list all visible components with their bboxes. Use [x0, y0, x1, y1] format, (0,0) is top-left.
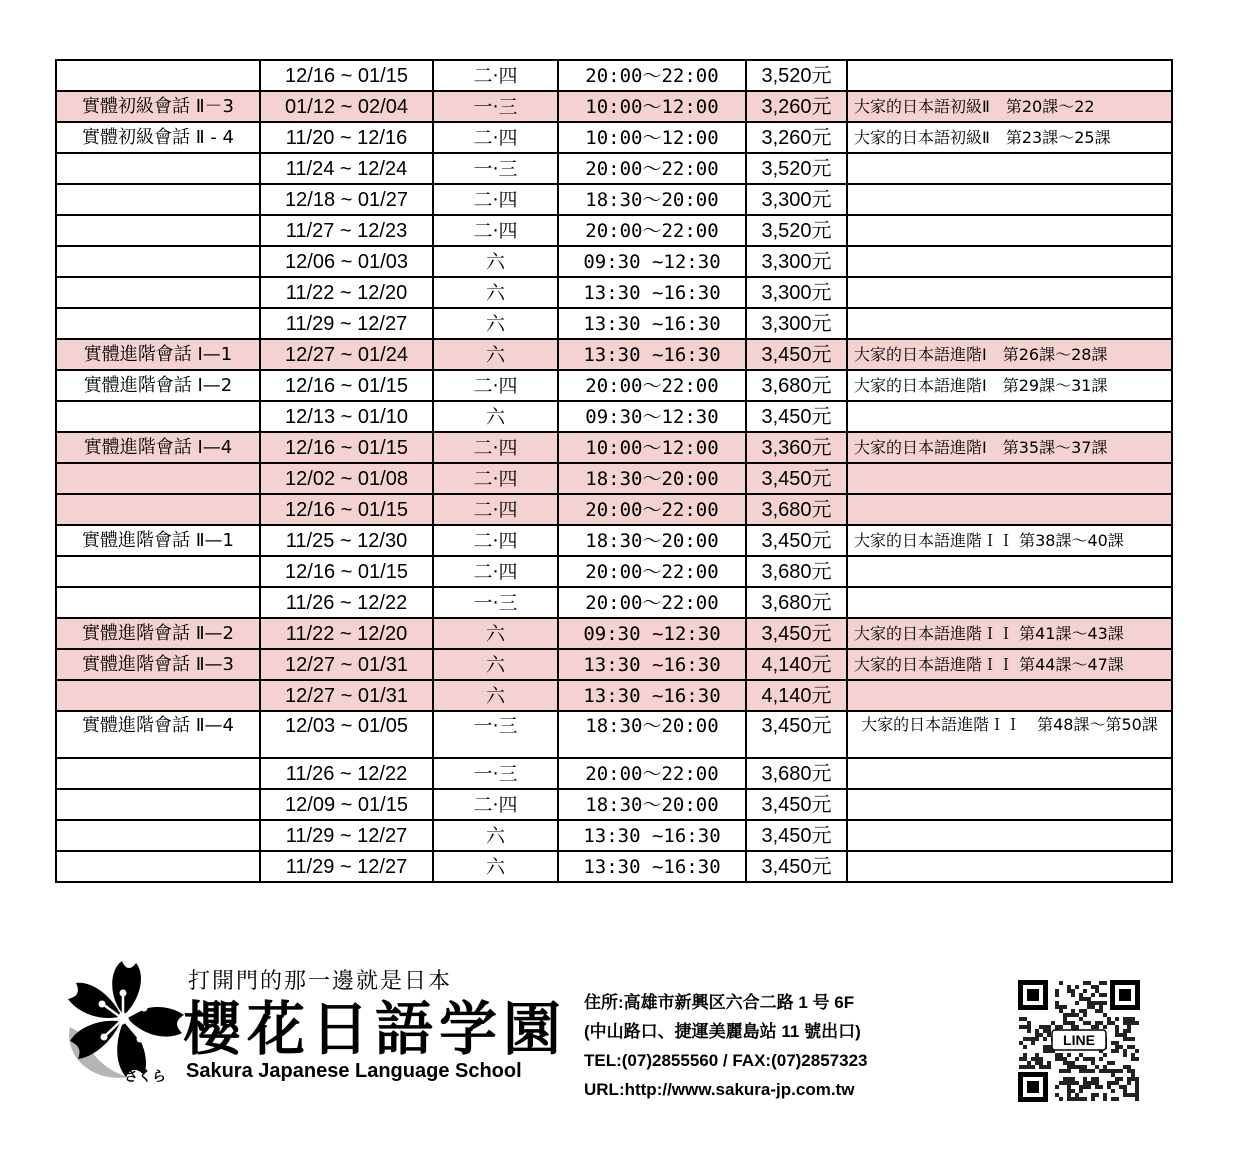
tuition-fee-cell: 3,680元 — [746, 587, 847, 618]
tuition-fee-cell: 3,300元 — [746, 277, 847, 308]
class-time-cell: 20:00～22:00 — [558, 215, 746, 246]
course-name-cell — [56, 153, 260, 184]
table-row — [56, 851, 1172, 882]
class-time-cell: 18:30～20:00 — [558, 525, 746, 556]
tuition-fee-cell: 3,450元 — [746, 463, 847, 494]
table-row — [56, 525, 1172, 556]
weekday-cell: 二‧四 — [433, 556, 558, 587]
date-range-cell: 12/06 ~ 01/03 — [260, 246, 433, 277]
textbook-cell — [847, 758, 1172, 789]
tuition-fee-cell: 3,520元 — [746, 153, 847, 184]
date-range-cell: 11/20 ~ 12/16 — [260, 122, 433, 153]
date-range-cell: 12/16 ~ 01/15 — [260, 60, 433, 91]
weekday-cell: 六 — [433, 246, 558, 277]
tuition-fee-cell: 3,680元 — [746, 494, 847, 525]
class-time-cell: 18:30～20:00 — [558, 711, 746, 758]
table-row — [56, 820, 1172, 851]
class-time-cell: 13:30 ~16:30 — [558, 277, 746, 308]
tuition-fee-cell: 3,300元 — [746, 246, 847, 277]
qr-line-label: LINE — [1063, 1032, 1095, 1048]
table-row — [56, 618, 1172, 649]
weekday-cell: 二‧四 — [433, 215, 558, 246]
table-row — [56, 339, 1172, 370]
course-name-cell: 實體進階會話 Ⅱ—2 — [56, 618, 260, 649]
logo-english-name: Sakura Japanese Language School — [186, 1060, 522, 1082]
table-row — [56, 153, 1172, 184]
class-time-cell: 20:00～22:00 — [558, 587, 746, 618]
table-row — [56, 711, 1172, 758]
class-time-cell: 13:30 ~16:30 — [558, 308, 746, 339]
table-row — [56, 789, 1172, 820]
textbook-cell — [847, 587, 1172, 618]
date-range-cell: 11/29 ~ 12/27 — [260, 851, 433, 882]
date-range-cell: 12/09 ~ 01/15 — [260, 789, 433, 820]
class-time-cell: 18:30～20:00 — [558, 184, 746, 215]
textbook-cell — [847, 680, 1172, 711]
textbook-cell — [847, 246, 1172, 277]
table-row — [56, 184, 1172, 215]
weekday-cell: 六 — [433, 277, 558, 308]
table-row — [56, 758, 1172, 789]
class-time-cell: 18:30～20:00 — [558, 463, 746, 494]
tuition-fee-cell: 3,260元 — [746, 91, 847, 122]
course-name-cell: 實體初級會話 Ⅱ－3 — [56, 91, 260, 122]
date-range-cell: 12/16 ~ 01/15 — [260, 494, 433, 525]
date-range-cell: 11/22 ~ 12/20 — [260, 618, 433, 649]
address-note: (中山路口、捷運美麗島站 11 號出口) — [584, 1022, 861, 1041]
date-range-cell: 11/24 ~ 12/24 — [260, 153, 433, 184]
weekday-cell: 六 — [433, 851, 558, 882]
weekday-cell: 一‧三 — [433, 587, 558, 618]
tuition-fee-cell: 3,450元 — [746, 789, 847, 820]
class-time-cell: 13:30 ~16:30 — [558, 339, 746, 370]
tuition-fee-cell: 3,450元 — [746, 711, 847, 758]
contact-info — [584, 988, 868, 1104]
course-name-cell: 實體初級會話 Ⅱ - 4 — [56, 122, 260, 153]
weekday-cell: 二‧四 — [433, 463, 558, 494]
weekday-cell: 六 — [433, 308, 558, 339]
weekday-cell: 二‧四 — [433, 494, 558, 525]
weekday-cell: 六 — [433, 339, 558, 370]
course-name-cell: 實體進階會話 Ⅰ—2 — [56, 370, 260, 401]
textbook-cell — [847, 60, 1172, 91]
date-range-cell: 12/27 ~ 01/31 — [260, 680, 433, 711]
date-range-cell: 11/29 ~ 12/27 — [260, 308, 433, 339]
course-name-cell — [56, 215, 260, 246]
textbook-cell — [847, 153, 1172, 184]
address: 住所:高雄市新興区六合二路 1 号 6F — [584, 993, 855, 1012]
table-row — [56, 556, 1172, 587]
weekday-cell: 二‧四 — [433, 789, 558, 820]
weekday-cell: 二‧四 — [433, 432, 558, 463]
course-schedule-table — [55, 59, 1173, 883]
logo-tagline: 打開門的那一邊就是日本 — [188, 969, 453, 994]
weekday-cell: 二‧四 — [433, 525, 558, 556]
textbook-cell — [847, 789, 1172, 820]
weekday-cell: 六 — [433, 680, 558, 711]
class-time-cell: 18:30～20:00 — [558, 789, 746, 820]
weekday-cell: 六 — [433, 820, 558, 851]
class-time-cell: 10:00～12:00 — [558, 122, 746, 153]
class-time-cell: 20:00～22:00 — [558, 153, 746, 184]
weekday-cell: 二‧四 — [433, 184, 558, 215]
textbook-cell — [847, 308, 1172, 339]
textbook-cell: 大家的日本語初級Ⅱ 第20課～22 — [847, 91, 1172, 122]
date-range-cell: 11/26 ~ 12/22 — [260, 758, 433, 789]
tuition-fee-cell: 3,450元 — [746, 525, 847, 556]
date-range-cell: 11/29 ~ 12/27 — [260, 820, 433, 851]
course-name-cell: 實體進階會話 Ⅰ—4 — [56, 432, 260, 463]
course-name-cell — [56, 556, 260, 587]
footer — [0, 950, 1242, 1149]
tuition-fee-cell: 3,680元 — [746, 370, 847, 401]
course-name-cell — [56, 494, 260, 525]
date-range-cell: 12/16 ~ 01/15 — [260, 370, 433, 401]
phone-fax: TEL:(07)2855560 / FAX:(07)2857323 — [584, 1051, 868, 1070]
textbook-cell — [847, 851, 1172, 882]
class-time-cell: 20:00～22:00 — [558, 556, 746, 587]
textbook-cell: 大家的日本語進階Ⅰ 第26課～28課 — [847, 339, 1172, 370]
textbook-cell: 大家的日本語進階ＩＩ 第38課～40課 — [847, 525, 1172, 556]
weekday-cell: 一‧三 — [433, 711, 558, 758]
weekday-cell: 二‧四 — [433, 370, 558, 401]
tuition-fee-cell: 3,300元 — [746, 184, 847, 215]
course-name-cell: 實體進階會話 Ⅱ—3 — [56, 649, 260, 680]
table-row — [56, 587, 1172, 618]
textbook-cell — [847, 401, 1172, 432]
class-time-cell: 09:30～12:30 — [558, 401, 746, 432]
weekday-cell: 六 — [433, 649, 558, 680]
tuition-fee-cell: 3,680元 — [746, 758, 847, 789]
textbook-cell — [847, 184, 1172, 215]
logo-school-name: 櫻花日語学園 — [183, 995, 568, 1063]
date-range-cell: 12/27 ~ 01/31 — [260, 649, 433, 680]
table-row — [56, 60, 1172, 91]
textbook-cell: 大家的日本語進階ＩＩ 第48課～第50課 — [847, 711, 1172, 758]
course-name-cell — [56, 680, 260, 711]
table-row — [56, 308, 1172, 339]
tuition-fee-cell: 3,450元 — [746, 851, 847, 882]
textbook-cell: 大家的日本語進階ＩＩ 第44課～47課 — [847, 649, 1172, 680]
table-row — [56, 432, 1172, 463]
textbook-cell — [847, 494, 1172, 525]
class-time-cell: 20:00～22:00 — [558, 60, 746, 91]
website-url[interactable]: URL:http://www.sakura-jp.com.tw — [584, 1080, 855, 1099]
tuition-fee-cell: 3,450元 — [746, 618, 847, 649]
schedule-body — [56, 60, 1172, 882]
tuition-fee-cell: 3,450元 — [746, 820, 847, 851]
date-range-cell: 12/16 ~ 01/15 — [260, 556, 433, 587]
table-row — [56, 680, 1172, 711]
date-range-cell: 12/03 ~ 01/05 — [260, 711, 433, 758]
table-row — [56, 277, 1172, 308]
logo-kana: さくら — [124, 1069, 166, 1085]
tuition-fee-cell: 3,450元 — [746, 339, 847, 370]
weekday-cell: 六 — [433, 401, 558, 432]
course-name-cell — [56, 851, 260, 882]
class-time-cell: 20:00～22:00 — [558, 494, 746, 525]
textbook-cell: 大家的日本語進階Ⅰ 第29課～31課 — [847, 370, 1172, 401]
tuition-fee-cell: 4,140元 — [746, 649, 847, 680]
date-range-cell: 12/13 ~ 01/10 — [260, 401, 433, 432]
course-name-cell — [56, 820, 260, 851]
date-range-cell: 12/27 ~ 01/24 — [260, 339, 433, 370]
date-range-cell: 11/27 ~ 12/23 — [260, 215, 433, 246]
date-range-cell: 12/02 ~ 01/08 — [260, 463, 433, 494]
textbook-cell — [847, 277, 1172, 308]
tuition-fee-cell: 3,520元 — [746, 215, 847, 246]
course-name-cell — [56, 184, 260, 215]
table-row — [56, 122, 1172, 153]
tuition-fee-cell: 4,140元 — [746, 680, 847, 711]
course-name-cell — [56, 308, 260, 339]
class-time-cell: 09:30 ~12:30 — [558, 246, 746, 277]
table-row — [56, 91, 1172, 122]
table-row — [56, 401, 1172, 432]
course-name-cell: 實體進階會話 Ⅱ—1 — [56, 525, 260, 556]
textbook-cell: 大家的日本語初級Ⅱ 第23課～25課 — [847, 122, 1172, 153]
weekday-cell: 一‧三 — [433, 153, 558, 184]
class-time-cell: 13:30 ~16:30 — [558, 680, 746, 711]
date-range-cell: 12/16 ~ 01/15 — [260, 432, 433, 463]
course-name-cell — [56, 463, 260, 494]
course-name-cell — [56, 789, 260, 820]
tuition-fee-cell: 3,520元 — [746, 60, 847, 91]
course-name-cell — [56, 246, 260, 277]
course-name-cell — [56, 277, 260, 308]
table-row — [56, 463, 1172, 494]
table-row — [56, 246, 1172, 277]
class-time-cell: 13:30 ~16:30 — [558, 851, 746, 882]
course-name-cell — [56, 401, 260, 432]
date-range-cell: 01/12 ~ 02/04 — [260, 91, 433, 122]
tuition-fee-cell: 3,300元 — [746, 308, 847, 339]
textbook-cell — [847, 556, 1172, 587]
date-range-cell: 11/25 ~ 12/30 — [260, 525, 433, 556]
class-time-cell: 20:00～22:00 — [558, 758, 746, 789]
course-name-cell — [56, 60, 260, 91]
textbook-cell — [847, 820, 1172, 851]
class-time-cell: 09:30 ~12:30 — [558, 618, 746, 649]
course-name-cell — [56, 587, 260, 618]
weekday-cell: 六 — [433, 618, 558, 649]
class-time-cell: 13:30 ~16:30 — [558, 649, 746, 680]
course-name-cell: 實體進階會話 Ⅰ—1 — [56, 339, 260, 370]
textbook-cell: 大家的日本語進階ＩＩ 第41課～43課 — [847, 618, 1172, 649]
textbook-cell: 大家的日本語進階Ⅰ 第35課～37課 — [847, 432, 1172, 463]
date-range-cell: 12/18 ~ 01/27 — [260, 184, 433, 215]
table-row — [56, 649, 1172, 680]
course-name-cell — [56, 758, 260, 789]
date-range-cell: 11/22 ~ 12/20 — [260, 277, 433, 308]
tuition-fee-cell: 3,450元 — [746, 401, 847, 432]
table-row — [56, 494, 1172, 525]
weekday-cell: 一‧三 — [433, 91, 558, 122]
class-time-cell: 13:30 ~16:30 — [558, 820, 746, 851]
weekday-cell: 一‧三 — [433, 758, 558, 789]
tuition-fee-cell: 3,260元 — [746, 122, 847, 153]
course-name-cell: 實體進階會話 Ⅱ—4 — [56, 711, 260, 758]
table-row — [56, 370, 1172, 401]
class-time-cell: 10:00～12:00 — [558, 432, 746, 463]
class-time-cell: 10:00～12:00 — [558, 91, 746, 122]
weekday-cell: 二‧四 — [433, 122, 558, 153]
table-row — [56, 215, 1172, 246]
line-qr-code[interactable] — [1018, 980, 1140, 1102]
tuition-fee-cell: 3,360元 — [746, 432, 847, 463]
textbook-cell — [847, 463, 1172, 494]
date-range-cell: 11/26 ~ 12/22 — [260, 587, 433, 618]
class-time-cell: 20:00～22:00 — [558, 370, 746, 401]
textbook-cell — [847, 215, 1172, 246]
tuition-fee-cell: 3,680元 — [746, 556, 847, 587]
weekday-cell: 二‧四 — [433, 60, 558, 91]
